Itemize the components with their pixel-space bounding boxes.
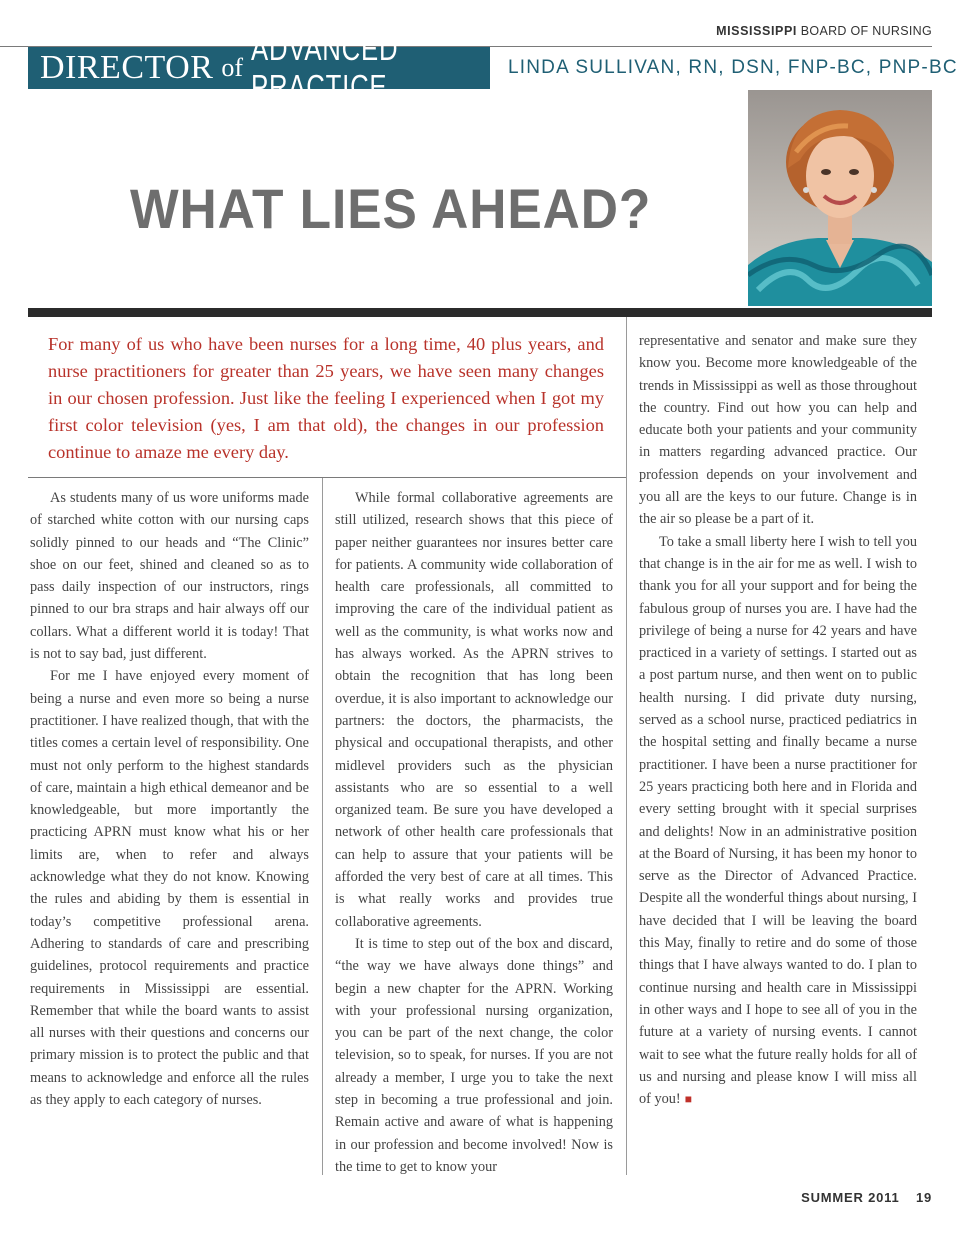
article-column-3 bbox=[639, 330, 917, 1110]
column-3-continuation: representative and senator and make sure they know you. Become more knowledgeable of the trends in Mississippi as well as those throughout the country. Find out how you can help and educate both your patients and your community in matters regarding advanced practice. Our profession depends on your involvement and you all are the keys to our future. Change is in the air so please be a part of it. bbox=[639, 333, 917, 528]
masthead-org-name: MISSISSIPPI bbox=[716, 24, 798, 38]
issue-label: SUMMER 2011 bbox=[801, 1190, 900, 1205]
author-byline: LINDA SULLIVAN, RN, DSN, FNP-BC, PNP-BC bbox=[508, 57, 958, 78]
department-title-part1: DIRECTOR bbox=[40, 49, 214, 86]
article-headline: WHAT LIES AHEAD? bbox=[130, 177, 652, 240]
column-divider-left bbox=[322, 478, 323, 1175]
column-1-paragraph: For me I have enjoyed every moment of being a nurse and even more so being a nurse practitioner. I have realized though, that with the titles comes a certain level of responsibility. One must not only perform to the highest standards of care, maintain a high ethical demeanor and be knowledgeable, but more importantly the practicing APRN must know what his or her limits are, when to refer and always acknowledge what they do not know. Knowing the rules and abiding by them is essential in today’s competitive professional arena. Adhering to standards of care and prescribing guidelines, protocol requirements and practice requirements in Mississippi are essential. Remember that while the board wants to assist all nurses with their questions and concerns our primary mission is to protect the public and that means to acknowledge and enforce all the rules as they apply to each category of nurses. bbox=[30, 668, 309, 1109]
publication-masthead bbox=[716, 24, 932, 38]
department-title-part3: ADVANCED PRACTICE bbox=[251, 30, 399, 105]
department-banner bbox=[28, 30, 490, 105]
column-2-paragraph: While formal collaborative agreements are still utilized, research shows that this piece of paper neither guarantees nor insures better care for patients. A community wide collaboration of health care professionals, all committed to improving the care of the individual patient as well as the community, is what works now and has always worked. As the APRN strives to obtain the recognition that has long been overdue, it is also important to acknowledge our partners: the doctors, the pharmacists, the physical and occupational therapists, and other midlevel providers such as the physician assistants who are so essential to a well organized team. Be sure you have developed a network of other health care professionals that can help to assure that your patients will be afforded the very best of care at all times. This is what really works and provides true collaborative agreements. bbox=[335, 490, 613, 930]
column-3-paragraph bbox=[639, 531, 917, 1111]
masthead-org-subtitle: BOARD OF NURSING bbox=[800, 24, 932, 38]
column-2-paragraph: It is time to step out of the box and discard, “the way we have always done things” and begin a new chapter for the APRN. Working with your professional nursing organization, you can be part of the next change, the color television, so to speak, for nurses. If you are not already a member, I urge you to take the next step in becoming a true professional and join. Remain active and aware of what is happening in our profession and become involved! Now is the time to get to know your bbox=[335, 935, 613, 1175]
article-intro-deck: For many of us who have been nurses for a long time, 40 plus years, and nurse practitioners for greater than 25 years, we have seen many changes in our chosen profession. Just like the feeling I experienced when I got my first color television (yes, I am that old), the changes in our profession continue to amaze me every day. bbox=[48, 334, 604, 462]
end-of-article-mark: ■ bbox=[684, 1092, 692, 1107]
portrait-illustration bbox=[748, 90, 932, 306]
article-column-2 bbox=[335, 487, 613, 1178]
page-footer bbox=[801, 1190, 932, 1205]
section-divider-bar bbox=[28, 308, 932, 317]
column-1-paragraph: As students many of us wore uniforms made of starched white cotton with our nursing caps solidly pinned to our heads and “The Clinic” shoe on our feet, shined and cleaned so as to pass daily inspection of our instructors, rings pinned to our bra straps and hair always off our collars. What a different world it is today! That is not to say bad, just different. bbox=[30, 490, 309, 663]
author-portrait-photo bbox=[748, 90, 932, 306]
department-title-part2: of bbox=[221, 53, 244, 82]
intro-rule bbox=[28, 477, 626, 478]
column-divider-right bbox=[626, 317, 627, 1175]
article-column-1 bbox=[30, 487, 309, 1111]
page-number: 19 bbox=[915, 1190, 932, 1205]
column-3-paragraph-text: To take a small liberty here I wish to tell you that change is in the air for me as well. I wish to thank you for all your support and for being the fabulous group of nurses you are. I have had the privilege of being a nurse for 42 years and have practiced in a variety of settings. I started out as a post partum nurse, and then went on to public health nursing. I did private duty nursing, served as a school nurse, practiced pediatrics in the hospital setting and finally became a nurse practitioner. I have been a nurse practitioner for 25 years practicing both here and in Florida and every setting brought with it special surprises and delights! Now in an administrative position at the Board of Nursing, it has been my honor to serve as the Director of Advanced Practice. Despite all the wonderful things about nursing, I have decided that I will be leaving the board this May, finally to retire and do some of those things that I have always wanted to do. I plan to continue nursing and health care in Mississippi in other ways and I hope to see all of you in the future at a variety of nursing events. I cannot wait to see what the future really holds for all of us and nursing and please know I will miss all of you! bbox=[639, 533, 917, 1108]
